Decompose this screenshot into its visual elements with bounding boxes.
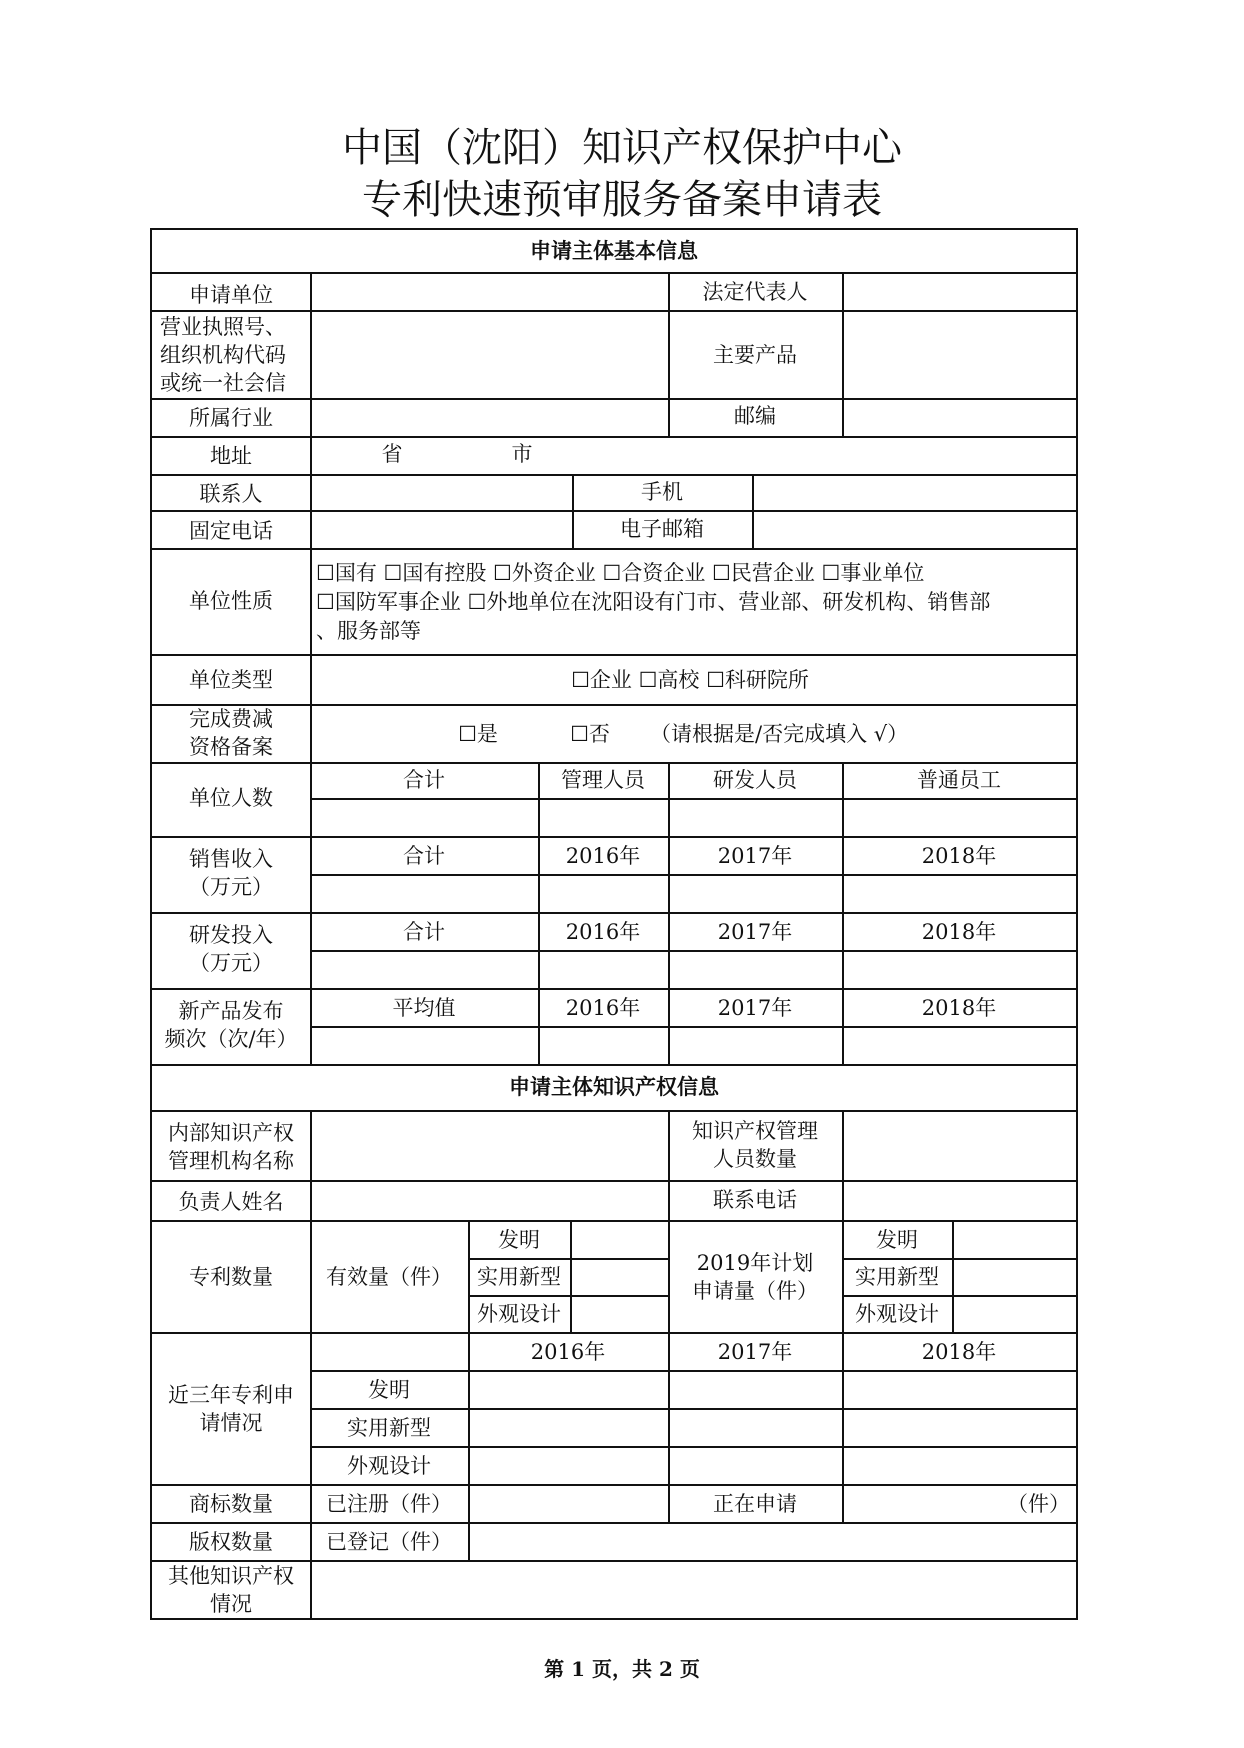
newprod-label bbox=[152, 988, 310, 1062]
page-number: 第 1 页，共 2 页 bbox=[544, 1657, 700, 1681]
sales-col-2016: 2016年 bbox=[565, 844, 641, 868]
license-no-label-line2: 组织机构代码 bbox=[160, 343, 286, 367]
valid-count-label: 有效量（件） bbox=[326, 1265, 452, 1289]
phone-field[interactable] bbox=[310, 510, 572, 548]
sales-label-line1: 销售收入 bbox=[189, 847, 273, 871]
ip-staff-field[interactable] bbox=[842, 1110, 1076, 1180]
plan-design-field[interactable] bbox=[952, 1296, 1076, 1332]
recent-col-2016: 2016年 bbox=[530, 1340, 606, 1364]
rd-label-line1: 研发投入 bbox=[189, 923, 273, 947]
recent-utility-label: 实用新型 bbox=[347, 1416, 431, 1440]
form-title-line1: 中国（沈阳）知识产权保护中心 bbox=[342, 125, 902, 171]
industry-label: 所属行业 bbox=[189, 406, 273, 430]
valid-invention-label: 发明 bbox=[498, 1228, 540, 1252]
plan-utility-label: 实用新型 bbox=[855, 1265, 939, 1289]
rd-col-2016: 2016年 bbox=[565, 920, 641, 944]
ip-org-label-line2: 管理机构名称 bbox=[168, 1149, 294, 1173]
other-ip-label-line1: 其他知识产权 bbox=[168, 1564, 294, 1588]
main-product-label: 主要产品 bbox=[713, 343, 797, 367]
phone-label: 固定电话 bbox=[189, 519, 273, 543]
apply-unit-label: 申请单位 bbox=[189, 283, 273, 307]
unit-nature-options[interactable] bbox=[316, 559, 1076, 646]
newprod-label-line1: 新产品发布 bbox=[178, 999, 284, 1023]
recent-invention-label: 发明 bbox=[368, 1378, 410, 1402]
sales-label-line2: （万元） bbox=[189, 875, 273, 899]
patents-label: 专利数量 bbox=[189, 1265, 273, 1289]
valid-invention-field[interactable] bbox=[570, 1222, 668, 1258]
mobile-field[interactable] bbox=[752, 474, 1076, 510]
apply-unit-field[interactable] bbox=[310, 274, 668, 310]
mobile-label: 手机 bbox=[641, 480, 683, 504]
unit-type-options[interactable]: ☐企业 ☐高校 ☐科研院所 bbox=[571, 668, 809, 692]
contact-phone-label: 联系电话 bbox=[713, 1188, 797, 1212]
plan-utility-field[interactable] bbox=[952, 1259, 1076, 1295]
ip-staff-label-line1: 知识产权管理 bbox=[692, 1119, 818, 1143]
ip-staff-label bbox=[668, 1110, 842, 1180]
staff-label: 单位人数 bbox=[189, 786, 273, 810]
email-label: 电子邮箱 bbox=[620, 517, 704, 541]
unit-nature-options-line1[interactable]: ☐国有 ☐国有控股 ☐外资企业 ☐合资企业 ☐民营企业 ☐事业单位 bbox=[316, 561, 925, 585]
other-ip-label-line2: 情况 bbox=[210, 1592, 252, 1616]
ip-staff-label-line2: 人员数量 bbox=[713, 1147, 797, 1171]
valid-utility-field[interactable] bbox=[570, 1259, 668, 1295]
industry-field[interactable] bbox=[310, 398, 668, 434]
other-ip-label bbox=[152, 1562, 310, 1618]
staff-col-management: 管理人员 bbox=[561, 768, 645, 792]
form-title-line2: 专利快速预审服务备案申请表 bbox=[362, 177, 882, 223]
province-label: 省 bbox=[381, 442, 403, 466]
contact-label: 联系人 bbox=[199, 482, 263, 506]
table-rule-h bbox=[150, 654, 1078, 656]
license-no-label-line3: 或统一社会信 bbox=[160, 371, 286, 395]
ip-org-field[interactable] bbox=[310, 1110, 668, 1180]
recent-patents-label bbox=[152, 1334, 310, 1484]
plan-2019-label-line1: 2019年计划 bbox=[696, 1251, 814, 1275]
recent-patents-label-line1: 近三年专利申 bbox=[168, 1383, 294, 1407]
address-field[interactable] bbox=[560, 436, 1074, 472]
city-label: 市 bbox=[511, 442, 533, 466]
ip-org-label bbox=[152, 1112, 310, 1182]
other-ip-field[interactable] bbox=[310, 1562, 1076, 1618]
recent-design-label: 外观设计 bbox=[347, 1454, 431, 1478]
newprod-col-2017: 2017年 bbox=[717, 996, 793, 1020]
recent-col-2018: 2018年 bbox=[921, 1340, 997, 1364]
address-label: 地址 bbox=[210, 444, 252, 468]
newprod-label-line2: 频次（次/年） bbox=[164, 1027, 298, 1051]
copyright-recorded-label: 已登记（件） bbox=[326, 1530, 452, 1554]
license-no-field[interactable] bbox=[310, 312, 668, 398]
trademark-applying-label: 正在申请 bbox=[713, 1492, 797, 1516]
valid-utility-label: 实用新型 bbox=[477, 1265, 561, 1289]
table-rule-h bbox=[310, 1026, 1078, 1028]
plan-2019-label bbox=[668, 1222, 842, 1332]
sales-col-total: 合计 bbox=[403, 844, 445, 868]
trademark-registered-field[interactable] bbox=[468, 1486, 668, 1522]
ip-org-label-line1: 内部知识产权 bbox=[168, 1121, 294, 1145]
sales-col-2018: 2018年 bbox=[921, 844, 997, 868]
fee-reduction-label bbox=[152, 704, 310, 762]
unit-nature-label: 单位性质 bbox=[189, 589, 273, 613]
plan-design-label: 外观设计 bbox=[855, 1302, 939, 1326]
plan-2019-label-line2: 申请量（件） bbox=[692, 1279, 818, 1303]
rd-col-2017: 2017年 bbox=[717, 920, 793, 944]
postcode-label: 邮编 bbox=[734, 404, 776, 428]
rd-label bbox=[152, 912, 310, 986]
sales-label bbox=[152, 836, 310, 910]
license-no-label-line1: 营业执照号、 bbox=[160, 315, 286, 339]
fee-note: （请根据是/否完成填入 √） bbox=[650, 722, 909, 746]
legal-rep-label: 法定代表人 bbox=[702, 280, 808, 304]
staff-col-total: 合计 bbox=[403, 768, 445, 792]
trademark-applying-unit: （件） bbox=[1007, 1492, 1070, 1516]
fee-yes-checkbox[interactable]: ☐是 bbox=[458, 722, 498, 746]
copyright-recorded-field[interactable] bbox=[468, 1524, 668, 1560]
plan-invention-label: 发明 bbox=[876, 1228, 918, 1252]
trademark-registered-label: 已注册（件） bbox=[326, 1492, 452, 1516]
rd-col-2018: 2018年 bbox=[921, 920, 997, 944]
newprod-col-2018: 2018年 bbox=[921, 996, 997, 1020]
copyright-label: 版权数量 bbox=[189, 1530, 273, 1554]
email-field[interactable] bbox=[752, 510, 1076, 548]
leader-label: 负责人姓名 bbox=[178, 1190, 284, 1214]
table-rule-h bbox=[310, 874, 1078, 876]
staff-col-rd: 研发人员 bbox=[713, 768, 797, 792]
table-rule-h bbox=[310, 950, 1078, 952]
contact-phone-field[interactable] bbox=[842, 1182, 1076, 1218]
recent-col-2017: 2017年 bbox=[717, 1340, 793, 1364]
newprod-col-2016: 2016年 bbox=[565, 996, 641, 1020]
trademark-label: 商标数量 bbox=[189, 1492, 273, 1516]
unit-nature-options-line3: 、服务部等 bbox=[316, 619, 421, 643]
rd-col-total: 合计 bbox=[403, 920, 445, 944]
fee-no-checkbox[interactable]: ☐否 bbox=[570, 722, 610, 746]
contact-field[interactable] bbox=[310, 474, 572, 510]
rd-label-line2: （万元） bbox=[189, 951, 273, 975]
plan-invention-field[interactable] bbox=[952, 1222, 1076, 1258]
license-no-label bbox=[160, 312, 310, 398]
valid-design-field[interactable] bbox=[570, 1296, 668, 1332]
sales-col-2017: 2017年 bbox=[717, 844, 793, 868]
valid-design-label: 外观设计 bbox=[477, 1302, 561, 1326]
fee-reduction-label-line1: 完成费减 bbox=[189, 707, 273, 731]
unit-nature-options-line2[interactable]: ☐国防军事企业 ☐外地单位在沈阳设有门市、营业部、研发机构、销售部 bbox=[316, 590, 991, 614]
postcode-field[interactable] bbox=[842, 398, 1076, 434]
fee-reduction-label-line2: 资格备案 bbox=[189, 735, 273, 759]
main-product-field[interactable] bbox=[842, 312, 1076, 398]
newprod-col-average: 平均值 bbox=[392, 996, 456, 1020]
recent-patents-label-line2: 请情况 bbox=[199, 1411, 263, 1435]
table-rule-h bbox=[150, 1618, 1078, 1620]
section-ip-info-header: 申请主体知识产权信息 bbox=[509, 1074, 719, 1099]
staff-col-general: 普通员工 bbox=[917, 768, 1001, 792]
section-basic-info-header: 申请主体基本信息 bbox=[530, 238, 698, 263]
unit-type-label: 单位类型 bbox=[189, 668, 273, 692]
legal-rep-field[interactable] bbox=[842, 274, 1076, 310]
leader-field[interactable] bbox=[310, 1182, 668, 1218]
table-rule-h bbox=[310, 798, 1078, 800]
